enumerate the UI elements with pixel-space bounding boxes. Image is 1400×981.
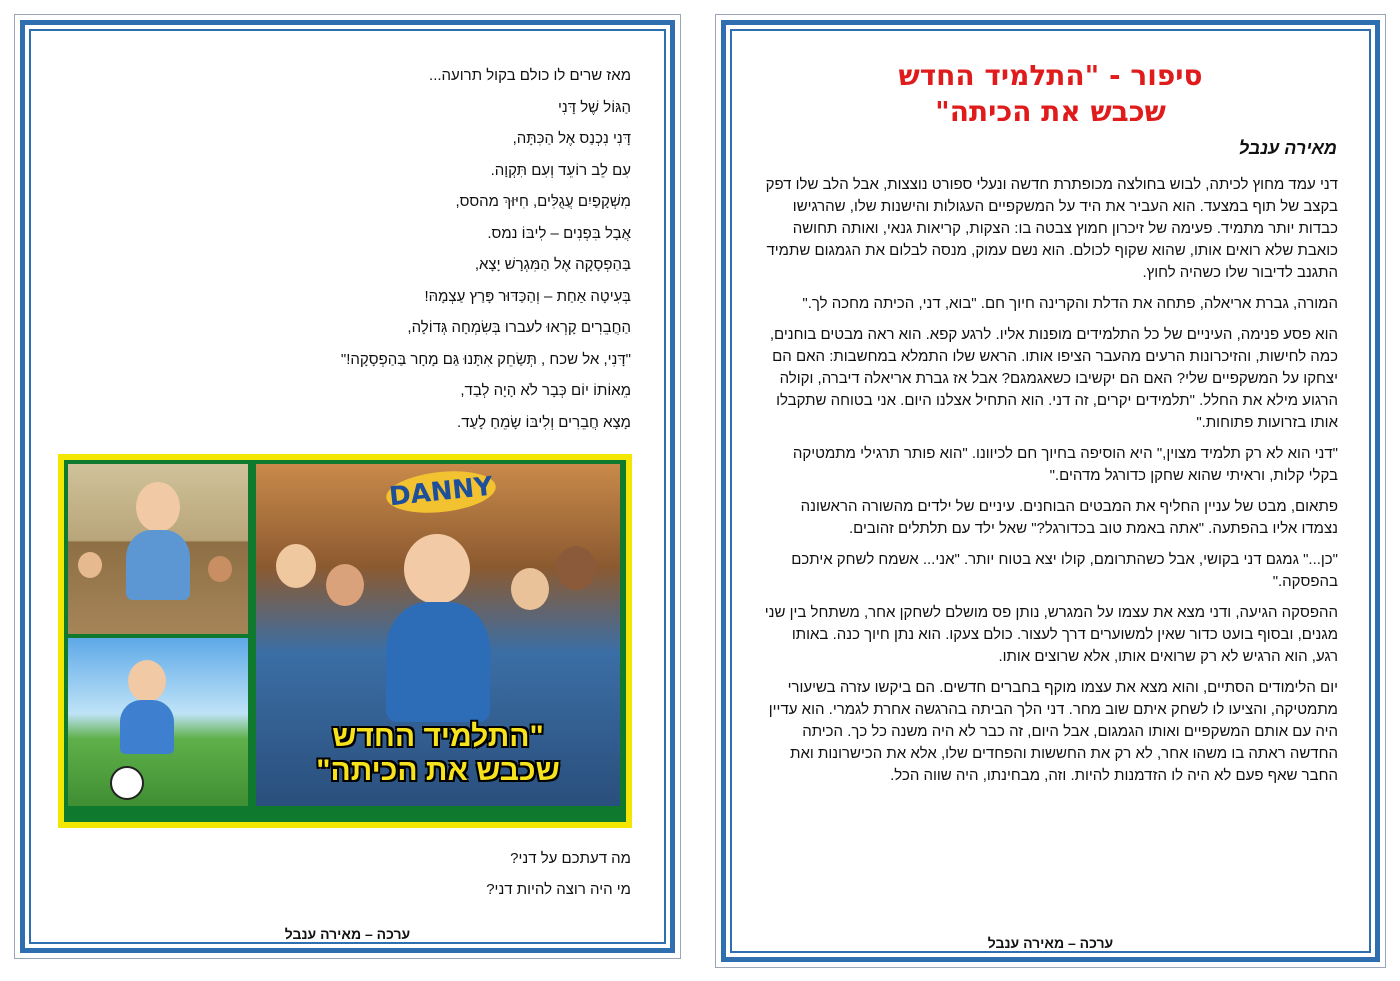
poem-line: אֲבָל בִּפְנִים – לִיבּוֹ נמס. <box>487 224 631 242</box>
poem-line: מאז שרים לו כולם בקול תרועה... <box>429 67 631 84</box>
page-footer: ערכה – מאירה ענבל <box>987 935 1114 951</box>
poem-line: מֵאוֹתוֹ יוֹם כְּבָר לֹא הָיָה לְבַד, <box>460 382 631 399</box>
left-page <box>14 14 681 959</box>
cover-title: "התלמיד החדש שכבש את הכיתה" <box>316 720 560 787</box>
soccer-ball <box>110 766 144 800</box>
classroom-panel <box>68 464 248 634</box>
author-name: מאירה ענבל <box>1238 138 1337 158</box>
story-paragraph: פתאום, מבט של עניין החליף את המבטים הבוחנים. עיניים של ילדים מהשורה הראשונה נצמדו אליו בהפתעה. "אתה באמת טוב בכדורגל?" שאל ילד עם תלתלים זהובים. <box>800 498 1338 537</box>
poem-line: עִם לֵב רוֹעֵד וְעִם תִּקְוָה. <box>490 161 631 179</box>
poem-line: דָּנִי נִכְנַס אֶל הַכִּתָּה, <box>512 130 631 147</box>
cover-illustration <box>58 454 632 828</box>
hallway-panel <box>256 464 620 806</box>
story-paragraph: "דני הוא לא רק תלמיד מצוין," היא הוסיפה בחיוך חם לכיוונו. "הוא פותר תרגילי מתמטיקה בקלי קלות, וראיתי שהוא שחקן כדורגל מדהים." <box>792 445 1338 484</box>
poem-line: מִשְׁקָפַיִם עֲגֻלִּים, חִיּוּךְ מהסס, <box>455 193 631 210</box>
right-page <box>715 14 1386 968</box>
poem <box>64 60 631 438</box>
boy-head <box>136 482 180 532</box>
poem-line: "דָּנִי, אל שכח , תְּשַׂחֵק אִתָּנוּ גַּם מָחָר בַּהַפְסָקָה!" <box>340 350 631 368</box>
questions <box>64 843 631 905</box>
danny-hoodie <box>386 602 490 722</box>
poem-line: מָצָא חֲבֵרִים וְלִיבּוֹ שָׂמֵחַ לָעַד. <box>457 413 631 431</box>
question: מי היה רוצה להיות דני? <box>486 881 631 898</box>
story-paragraph: המורה, גברת אריאלה, פתחה את הדלת והקרינה חיוך חם. "בוא, דני, הכיתה מחכה לך." <box>802 295 1338 312</box>
story-paragraph: יום הלימודים הסתיים, והוא מצא את עצמו מוקף בחברים חדשים. הם ביקשו עזרה בשיעורי מתמטיקה, והציעו לו לשחק איתם שוב מחר. דני הלך הביתה בהרגשה אחרת לגמרי. הוא עדיין היה עם אותם המשקפיים ואותו הגמגום, אבל היום, זה כבר לא היה משנה כל כך. הכיתה החדשה ראתה בו משהו אחר, לא רק את החששות והפחדים שלו, אלא את הכישרונות ואת החבר שאף פעם לא היה לו הזדמנות להיות. וזה, מבחינתו, היה שווה הכל. <box>768 679 1338 784</box>
danny-head <box>404 534 470 604</box>
story-paragraph: דני עמד מחוץ לכיתה, לבוש בחולצה מכופתרת חדשה ונעלי ספורט נוצצות, אבל הלב שלו דפק בקצב של תוף במצעד. הוא העביר את היד על המשקפיים העגולות והישנות שלו, שהרגישו כבדות יותר מתמיד. פעימה של זיכרון חמוץ צבטה בו: הצקות, קריאות גנאי, ואותה תחושה כואבת שלא רואים אותו, שהוא שקוף לכולם. הוא נשם עמוק, מנסה לבלום את הגמגום שתמיד התגנב לדיבור שלו כשהיה לחוץ. <box>765 176 1338 281</box>
poem-line: בְּעִיטָה אַחַת – וְהַכַּדּוּר פָּרַץ עַצְמָהּ! <box>424 287 631 305</box>
danny-sign: DANNY <box>384 466 498 517</box>
page-footer: ערכה – מאירה ענבל <box>284 926 411 942</box>
story-body <box>763 174 1338 796</box>
story-paragraph: הוא פסע פנימה, העיניים של כל התלמידים מופנות אליו. לרגע קפא. הוא ראה מבטים בוחנים, כמה לחישות, והזיכרונות הרעים מהעבר הציפו אותו. הראש שלו התמלא במחשבות: האם הם יצחקו על המשקפיים שלי? האם הם יקשיבו כשאגמגם? אבל אז גברת אריאלה דיברה, וקולה הרגוע מילא את החלל. "תלמידים יקרים, זה דני. הוא התחיל אצלנו היום. אני בטוחה שתקבלו אותו בזרועות פתוחות." <box>769 326 1338 431</box>
poem-line: הַחֲבֵרִים קָרְאוּ לעברו בְּשִׂמְחָה גְּדוֹלָה, <box>407 319 631 336</box>
soccer-panel <box>68 638 248 806</box>
poem-title: הַגּוֹל שֶׁל דָּנִי <box>558 98 631 116</box>
boy-body <box>126 530 190 600</box>
story-paragraph: "כן..." גמגם דני בקושי, אבל כשהתרומם, קולו יצא בטוח יותר. "אני... אשמח לשחק איתכם בהפסקה." <box>791 551 1338 590</box>
story-title: סיפור - "התלמיד החדש שכבש את הכיתה" <box>898 59 1203 128</box>
poem-line: בַּהַפְסָקָה אֶל הַמִּגְרָשׁ יָצָא, <box>474 256 631 273</box>
question: מה דעתכם על דני? <box>510 850 631 867</box>
story-paragraph: ההפסקה הגיעה, ודני מצא את עצמו על המגרש, נותן פס מושלם לשחקן אחר, משתחל בין שני מגנים, ובסוף בועט כדור שאין למשוערים דרך לעצור. כולם צעקו. הוא נתן חיוך כנה. באותו רגע, הוא הרגיש לא רק שרואים אותו, אלא שרוצים אותו. <box>764 604 1338 665</box>
